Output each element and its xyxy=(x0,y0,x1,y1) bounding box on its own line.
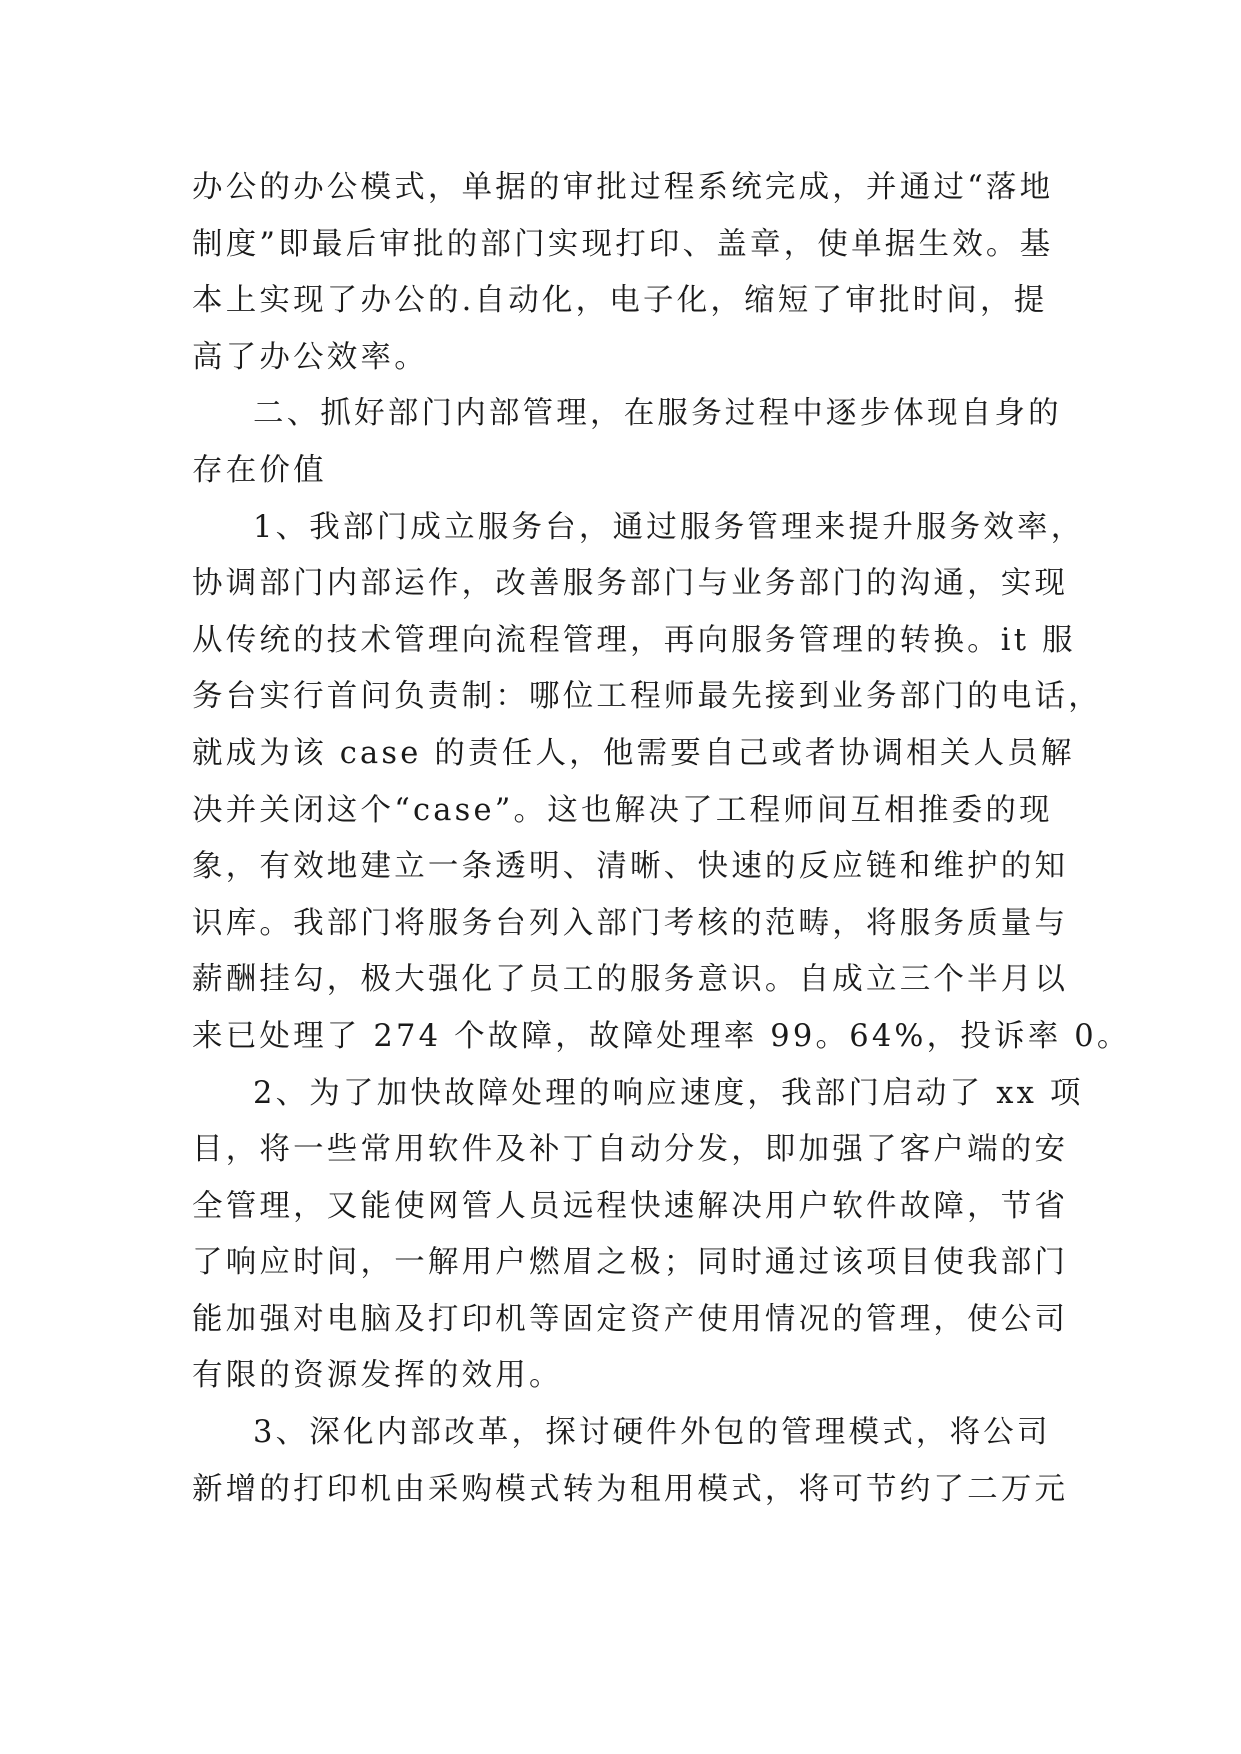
text-line: 高了办公效率。 xyxy=(192,339,428,375)
text-line: 从传统的技术管理向流程管理，再向服务管理的转换。it 服 xyxy=(192,622,1076,658)
paragraph-start: 1、我部门成立服务台，通过服务管理来提升服务效率， xyxy=(253,509,1085,545)
text-line: 识库。我部门将服务台列入部门考核的范畴，将服务质量与 xyxy=(192,905,1069,941)
paragraph-start: 2、为了加快故障处理的响应速度，我部门启动了 xx 项 xyxy=(253,1075,1084,1111)
document-body xyxy=(192,160,1131,1518)
text-line: 制度”即最后审批的部门实现打印、盖章，使单据生效。基 xyxy=(192,226,1054,262)
text-line: 协调部门内部运作，改善服务部门与业务部门的沟通，实现 xyxy=(192,566,1069,602)
section-heading: 二、抓好部门内部管理，在服务过程中逐步体现自身的 xyxy=(253,396,1062,432)
text-line: 务台实行首问负责制：哪位工程师最先接到业务部门的电话， xyxy=(192,679,1102,715)
paragraph-start: 3、深化内部改革，探讨硬件外包的管理模式，将公司 xyxy=(253,1415,1051,1451)
text-line: 决并关闭这个“case”。这也解决了工程师间互相推委的现 xyxy=(192,792,1053,828)
text-line: 本上实现了办公的.自动化，电子化，缩短了审批时间，提 xyxy=(192,283,1048,319)
text-line: 能加强对电脑及打印机等固定资产使用情况的管理，使公司 xyxy=(192,1301,1069,1337)
text-line: 有限的资源发挥的效用。 xyxy=(192,1358,563,1394)
section-heading-continuation: 存在价值 xyxy=(192,452,327,488)
text-line: 目，将一些常用软件及补丁自动分发，即加强了客户端的安 xyxy=(192,1132,1069,1168)
text-line: 全管理，又能使网管人员远程快速解决用户软件故障，节省 xyxy=(192,1188,1069,1224)
text-line: 来已处理了 274 个故障，故障处理率 99。64%，投诉率 0。 xyxy=(192,1018,1131,1054)
text-line: 薪酬挂勾，极大强化了员工的服务意识。自成立三个半月以 xyxy=(192,962,1069,998)
text-line: 办公的办公模式，单据的审批过程系统完成，并通过“落地 xyxy=(192,170,1054,205)
text-line: 了响应时间，一解用户燃眉之极；同时通过该项目使我部门 xyxy=(192,1245,1069,1281)
text-line: 就成为该 case 的责任人，他需要自己或者协调相关人员解 xyxy=(192,735,1075,771)
text-line: 新增的打印机由采购模式转为租用模式，将可节约了二万元 xyxy=(192,1471,1069,1507)
text-line: 象，有效地建立一条透明、清晰、快速的反应链和维护的知 xyxy=(192,849,1069,885)
